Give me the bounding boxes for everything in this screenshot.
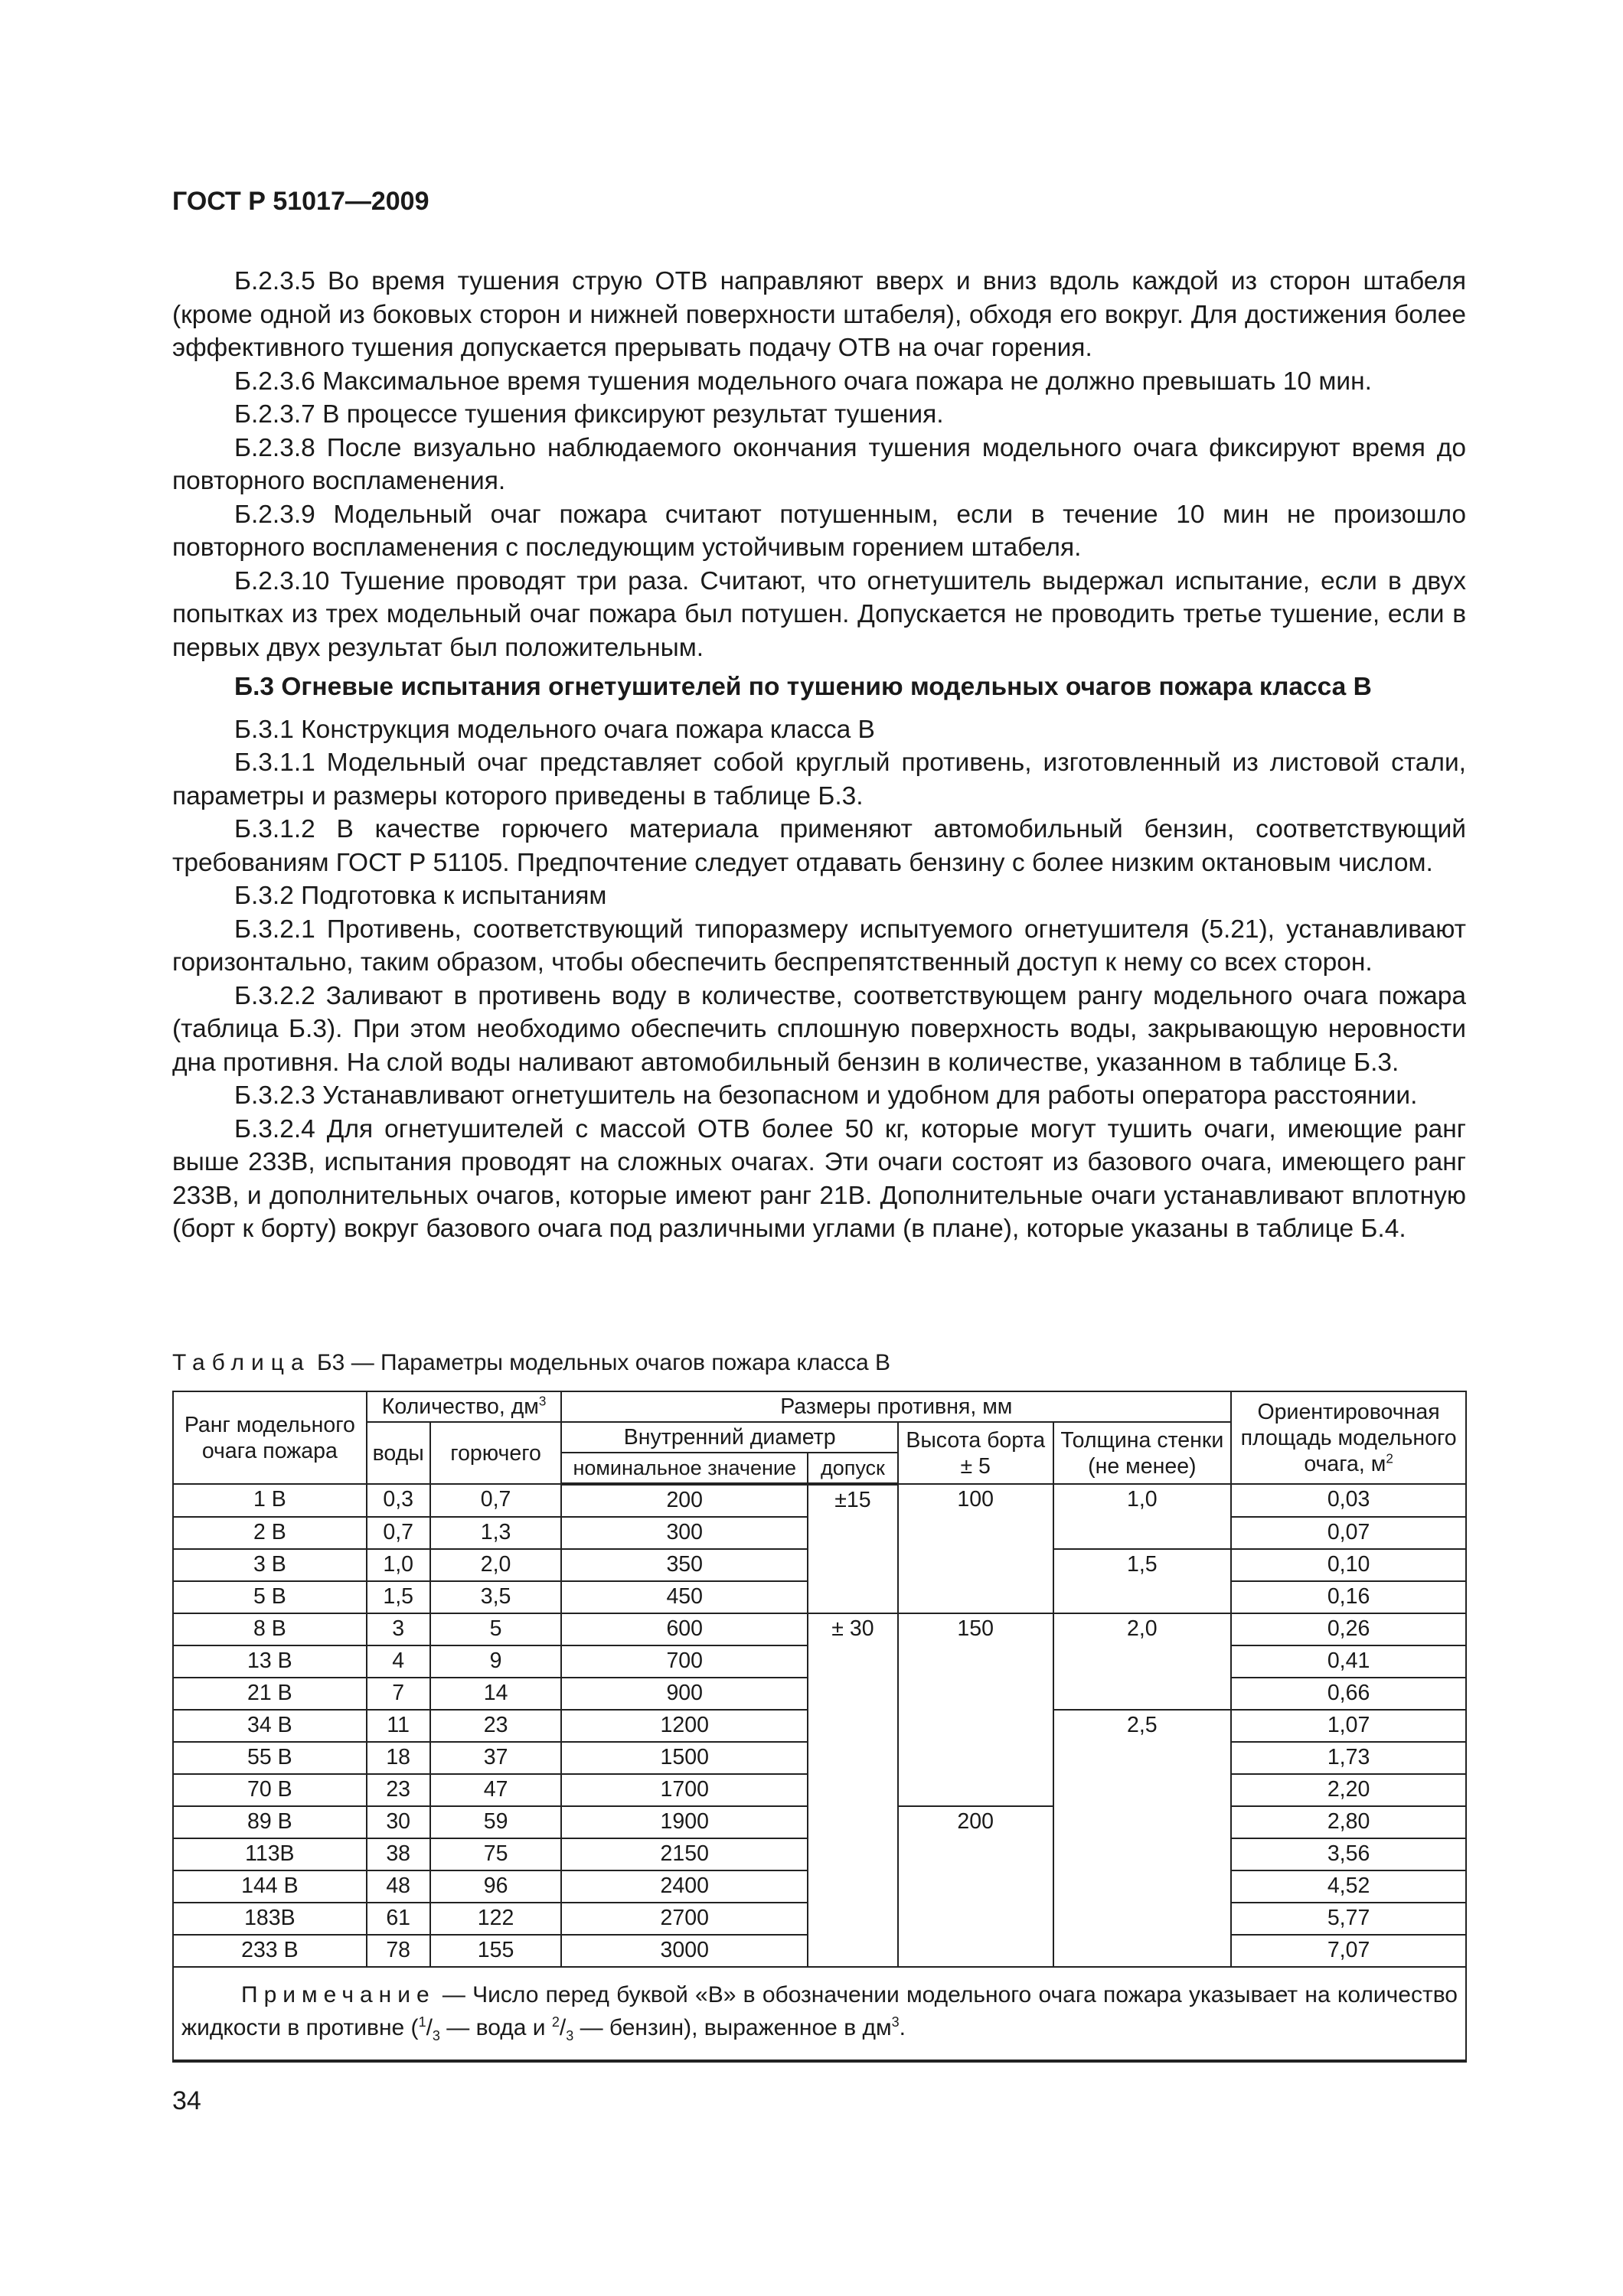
cell-fuel: 96 — [430, 1870, 562, 1903]
cell-rank: 55 В — [173, 1742, 367, 1774]
page-number: 34 — [172, 2086, 201, 2115]
cell-rim-height: 150 — [898, 1613, 1053, 1806]
cell-fuel: 3,5 — [430, 1581, 562, 1613]
cell-nominal-diameter: 700 — [561, 1645, 807, 1678]
cell-fuel: 9 — [430, 1645, 562, 1678]
header-area: Ориентировочная площадь модельного очага, $м^2$ — [1231, 1391, 1466, 1484]
cell-rank: 21 В — [173, 1678, 367, 1710]
body-text — [172, 265, 1466, 1246]
cell-water: 48 — [367, 1870, 430, 1903]
cell-water: 38 — [367, 1838, 430, 1870]
caption-text: — Параметры модельных очагов пожара класса В — [351, 1350, 891, 1375]
cell-rank: 34 В — [173, 1710, 367, 1742]
cell-area: 7,07 — [1231, 1935, 1466, 1967]
cell-nominal-diameter: 2150 — [561, 1838, 807, 1870]
caption-label: Таблица — [172, 1350, 311, 1375]
paragraph: Б.2.3.10 Тушение проводят три раза. Считают, что огнетушитель выдержал испытание, если в двух попытках из трех модельный очаг пожара был потушен. Допускается не проводить третье тушение, если в первых двух результат был положительным. — [172, 566, 1466, 662]
cell-water: 23 — [367, 1774, 430, 1806]
paragraph: Б.3.2.1 Противень, соответствующий типоразмеру испытуемого огнетушителя (5.21), устанавливают горизонтально, таким образом, чтобы обеспечить беспрепятственный доступ к нему со всех сторон. — [172, 915, 1466, 977]
cell-area: 0,41 — [1231, 1645, 1466, 1678]
paragraph: Б.2.3.8 После визуально наблюдаемого окончания тушения модельного очага фиксируют время до повторного воспламенения. — [172, 433, 1466, 495]
header-water: воды — [367, 1422, 430, 1484]
paragraph: Б.3.2.3 Устанавливают огнетушитель на безопасном и удобном для работы оператора расстоянии. — [234, 1081, 1418, 1110]
cell-nominal-diameter: 1700 — [561, 1774, 807, 1806]
cell-water: 11 — [367, 1710, 430, 1742]
cell-area: 4,52 — [1231, 1870, 1466, 1903]
header-rim-height: Высота борта ± 5 — [898, 1422, 1053, 1484]
cell-water: 0,7 — [367, 1517, 430, 1549]
cell-rim-height: 200 — [898, 1806, 1053, 1967]
cell-water: 3 — [367, 1613, 430, 1645]
cell-rank: 233 В — [173, 1935, 367, 1967]
cell-water: 30 — [367, 1806, 430, 1838]
cell-area: 0,07 — [1231, 1517, 1466, 1549]
table-note: Примечание — Число перед буквой «В» в обозначении модельного очага пожара указывает на количество жидкости в противне ($^1/_3$ — вода и $^2/_3$ — бензин), выраженное в $дм^3$. — [173, 1967, 1466, 2061]
cell-rank: 3 В — [173, 1549, 367, 1581]
table-row — [173, 1484, 1466, 1517]
cell-area: 0,03 — [1231, 1484, 1466, 1517]
cell-fuel: 47 — [430, 1774, 562, 1806]
cell-water: 61 — [367, 1903, 430, 1935]
cell-rank: 89 В — [173, 1806, 367, 1838]
cell-area: 1,73 — [1231, 1742, 1466, 1774]
cell-rank: 113В — [173, 1838, 367, 1870]
cell-water: 7 — [367, 1678, 430, 1710]
cell-nominal-diameter: 300 — [561, 1517, 807, 1549]
cell-rank: 183В — [173, 1903, 367, 1935]
cell-water: 0,3 — [367, 1484, 430, 1517]
table-caption — [172, 1350, 890, 1376]
cell-wall-thickness: 2,5 — [1053, 1710, 1232, 1967]
cell-area: 0,26 — [1231, 1613, 1466, 1645]
paragraph: Б.3.2.4 Для огнетушителей с массой ОТВ более 50 кг, которые могут тушить очаги, имеющие ранг выше 233В, испытания проводят на сложных очагах. Эти очаги состоят из базового очага, имеющего ранг 233В, и дополнительных очагов, которые имеют ранг 21В. Дополнительные очаги устанавливают вплотную (борт к борту) вокруг базового очага под различными углами (в плане), которые указаны в таблице Б.4. — [172, 1114, 1466, 1243]
cell-area: 5,77 — [1231, 1903, 1466, 1935]
header-nominal: номинальное значение — [561, 1453, 807, 1484]
cell-fuel: 122 — [430, 1903, 562, 1935]
cell-area: 0,10 — [1231, 1549, 1466, 1581]
paragraph: Б.2.3.6 Максимальное время тушения модельного очага пожара не должно превышать 10 мин. — [234, 367, 1372, 396]
cell-area: 2,20 — [1231, 1774, 1466, 1806]
cell-water: 1,5 — [367, 1581, 430, 1613]
header-wall-thickness: Толщина стенки (не менее) — [1053, 1422, 1232, 1484]
cell-nominal-diameter: 600 — [561, 1613, 807, 1645]
cell-rank: 5 В — [173, 1581, 367, 1613]
cell-rank: 70 В — [173, 1774, 367, 1806]
cell-nominal-diameter: 900 — [561, 1678, 807, 1710]
parameters-table — [172, 1391, 1467, 2063]
cell-nominal-diameter: 2700 — [561, 1903, 807, 1935]
cell-fuel: 37 — [430, 1742, 562, 1774]
cell-area: 0,66 — [1231, 1678, 1466, 1710]
cell-rank: 144 В — [173, 1870, 367, 1903]
header-pan-size: Размеры противня, мм — [561, 1391, 1231, 1422]
paragraph: Б.3.1 Конструкция модельного очага пожара класса В — [234, 715, 875, 744]
cell-fuel: 23 — [430, 1710, 562, 1742]
cell-area: 0,16 — [1231, 1581, 1466, 1613]
cell-nominal-diameter: 1500 — [561, 1742, 807, 1774]
cell-nominal-diameter: 3000 — [561, 1935, 807, 1967]
paragraph: Б.2.3.9 Модельный очаг пожара считают потушенным, если в течение 10 мин не произошло повторного воспламенения с последующим устойчивым горением штабеля. — [172, 500, 1466, 562]
paragraph: Б.3.2.2 Заливают в противень воду в количестве, соответствующем рангу модельного очага пожара (таблица Б.3). При этом необходимо обеспечить сплошную поверхность воды, закрывающую неровности дна противня. На слой воды наливают автомобильный бензин в количестве, указанном в таблице Б.3. — [172, 981, 1466, 1077]
cell-fuel: 14 — [430, 1678, 562, 1710]
cell-water: 1,0 — [367, 1549, 430, 1581]
cell-fuel: 155 — [430, 1935, 562, 1967]
cell-nominal-diameter: 350 — [561, 1549, 807, 1581]
cell-rank: 8 В — [173, 1613, 367, 1645]
cell-nominal-diameter: 200 — [561, 1484, 807, 1517]
cell-area: 1,07 — [1231, 1710, 1466, 1742]
cell-fuel: 1,3 — [430, 1517, 562, 1549]
cell-rank: 2 В — [173, 1517, 367, 1549]
header-quantity: Количество, $дм^3$ — [367, 1391, 562, 1422]
cell-area: 2,80 — [1231, 1806, 1466, 1838]
cell-wall-thickness: 1,0 — [1053, 1484, 1232, 1549]
cell-nominal-diameter: 1900 — [561, 1806, 807, 1838]
paragraph: Б.2.3.7 В процессе тушения фиксируют результат тушения. — [234, 400, 944, 429]
cell-wall-thickness: 1,5 — [1053, 1549, 1232, 1613]
cell-water: 4 — [367, 1645, 430, 1678]
cell-water: 18 — [367, 1742, 430, 1774]
cell-fuel: 0,7 — [430, 1484, 562, 1517]
paragraph: Б.3.1.2 В качестве горючего материала применяют автомобильный бензин, соответствующий требованиям ГОСТ Р 51105. Предпочтение следует отдавать бензину с более низким октановым числом. — [172, 815, 1466, 877]
cell-fuel: 59 — [430, 1806, 562, 1838]
table-row — [173, 1613, 1466, 1645]
section-heading: Б.3 Огневые испытания огнетушителей по тушению модельных очагов пожара класса В — [234, 673, 1372, 701]
header-fuel: горючего — [430, 1422, 562, 1484]
cell-water: 78 — [367, 1935, 430, 1967]
header-inner-diameter: Внутренний диаметр — [561, 1422, 897, 1453]
cell-tolerance: ± 30 — [808, 1613, 898, 1967]
cell-nominal-diameter: 1200 — [561, 1710, 807, 1742]
paragraph: Б.3.1.1 Модельный очаг представляет собой круглый противень, изготовленный из листовой стали, параметры и размеры которого приведены в таблице Б.3. — [172, 748, 1466, 810]
cell-wall-thickness: 2,0 — [1053, 1613, 1232, 1710]
cell-area: 3,56 — [1231, 1838, 1466, 1870]
paragraph: Б.3.2 Подготовка к испытаниям — [234, 882, 607, 910]
paragraph: Б.2.3.5 Во время тушения струю ОТВ направляют вверх и вниз вдоль каждой из сторон штабеля (кроме одной из боковых сторон и нижней поверхности штабеля), обходя его вокруг. Для достижения более эффективного тушения допускается прерывать подачу ОТВ на очаг горения. — [172, 267, 1466, 362]
cell-fuel: 5 — [430, 1613, 562, 1645]
cell-fuel: 2,0 — [430, 1549, 562, 1581]
header-tolerance: допуск — [808, 1453, 898, 1484]
caption-number: Б3 — [316, 1350, 345, 1375]
cell-rank: 1 В — [173, 1484, 367, 1517]
cell-nominal-diameter: 2400 — [561, 1870, 807, 1903]
document-header: ГОСТ Р 51017—2009 — [172, 187, 429, 216]
cell-rank: 13 В — [173, 1645, 367, 1678]
cell-nominal-diameter: 450 — [561, 1581, 807, 1613]
cell-fuel: 75 — [430, 1838, 562, 1870]
header-rank: Ранг модельного очага пожара — [173, 1391, 367, 1484]
cell-tolerance: ±15 — [808, 1484, 898, 1613]
cell-rim-height: 100 — [898, 1484, 1053, 1613]
